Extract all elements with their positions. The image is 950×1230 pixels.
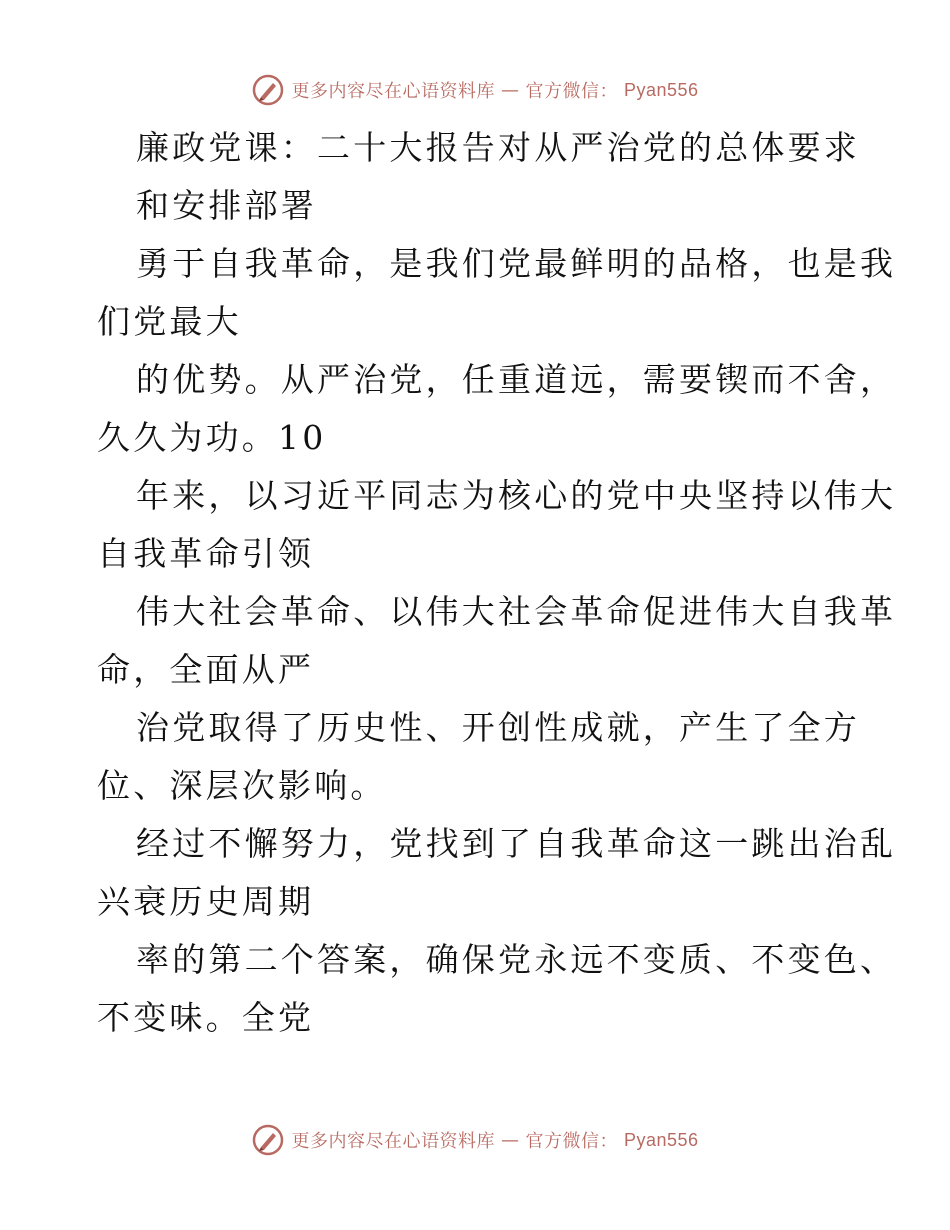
paragraph-line: 勇于自我革命，是我们党最鲜明的品格，也是我 — [136, 244, 897, 283]
footer-watermark — [0, 1120, 950, 1160]
watermark-wechat-account: Pyan556 — [623, 79, 699, 100]
paragraph-line: 位、深层次影响。 — [97, 766, 387, 805]
pen-logo-icon — [251, 73, 285, 107]
paragraph-line: 命，全面从严 — [97, 650, 315, 689]
paragraph-line: 兴衰历史周期 — [97, 882, 315, 921]
paragraph-line: 率的第二个答案，确保党永远不变质、不变色、 — [136, 940, 897, 979]
document-title-line-1: 廉政党课：二十大报告对从严治党的总体要求 — [136, 128, 860, 167]
watermark-brand-text: 更多内容尽在心语资料库 — [291, 81, 495, 102]
pen-logo-icon — [251, 1123, 285, 1157]
watermark-wechat-label: 官方微信： — [525, 81, 618, 102]
watermark-separator: — — [500, 1129, 520, 1151]
paragraph-line: 伟大社会革命、以伟大社会革命促进伟大自我革 — [136, 592, 897, 631]
header-watermark — [0, 70, 950, 110]
document-title-line-2: 和安排部署 — [136, 186, 317, 225]
watermark-separator: — — [500, 79, 520, 101]
paragraph-line: 的优势。从严治党，任重道远，需要锲而不舍， — [136, 360, 897, 399]
paragraph-line: 们党最大 — [97, 302, 242, 341]
watermark-wechat-label: 官方微信： — [525, 1131, 618, 1152]
paragraph-line: 治党取得了历史性、开创性成就，产生了全方 — [136, 708, 860, 747]
paragraph-line: 不变味。全党 — [97, 998, 315, 1037]
paragraph-line: 年来，以习近平同志为核心的党中央坚持以伟大 — [136, 476, 897, 515]
watermark-brand-text: 更多内容尽在心语资料库 — [291, 1131, 495, 1152]
paragraph-line: 经过不懈努力，党找到了自我革命这一跳出治乱 — [136, 824, 897, 863]
paragraph-line: 久久为功。10 — [97, 418, 327, 457]
watermark-wechat-account: Pyan556 — [623, 1129, 699, 1150]
paragraph-line: 自我革命引领 — [97, 534, 315, 573]
